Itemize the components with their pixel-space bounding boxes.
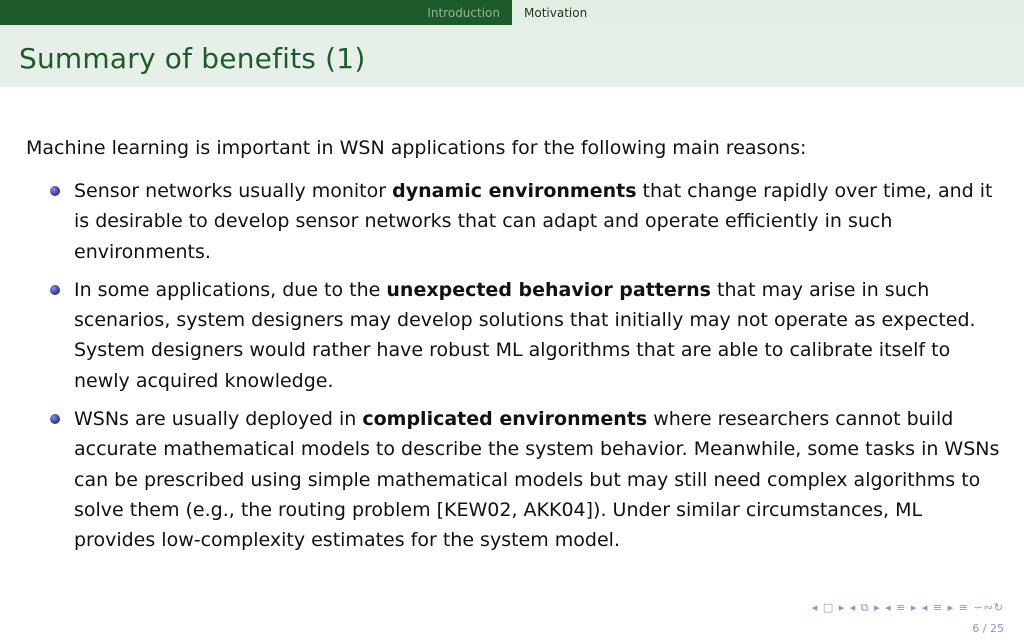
benefit-list bbox=[26, 176, 1006, 556]
beamer-navigation-symbols[interactable]: ◂ □ ▸ ◂ ⧉ ▸ ◂ ≡ ▸ ◂ ≡ ▸ ≡ ∽∾↻ bbox=[811, 601, 1004, 614]
benefit-1-emphasis: dynamic environments bbox=[392, 180, 637, 202]
nav-section-motivation[interactable]: Motivation bbox=[524, 5, 588, 20]
benefit-item-1 bbox=[26, 176, 1006, 267]
slide-content bbox=[26, 133, 1006, 564]
page-number: 6 / 25 bbox=[972, 622, 1004, 635]
benefit-3-text-after: where researchers cannot build accurate mathematical models to describe the system behavior. Meanwhile, some tasks in WSNs can be prescribed using simple mathematical models but may still need complex algorithms to solve them (e.g., the routing problem [KEW02, AKK04]). Under similar circumstances, ML provides low-complexity estimates for the system model. bbox=[74, 408, 1000, 552]
bullet-ball-icon bbox=[50, 285, 60, 295]
benefit-3-text-before: WSNs are usually deployed in bbox=[74, 408, 363, 431]
benefit-2-text-after: that may arise in such scenarios, system designers may develop solutions that initially may not operate as expected. System designers would rather have robust ML algorithms that are able to calibrate itself to newly acquired knowledge. bbox=[74, 278, 976, 392]
bullet-ball-icon bbox=[50, 414, 60, 424]
intro-text: Machine learning is important in WSN applications for the following main reasons: bbox=[26, 137, 807, 159]
benefit-item-2 bbox=[26, 275, 1006, 396]
benefit-1-text-before: Sensor networks usually monitor bbox=[74, 180, 393, 202]
frame-title-bar bbox=[0, 25, 1024, 87]
bullet-ball-icon bbox=[50, 186, 60, 196]
frame-title: Summary of benefits (1) bbox=[19, 42, 366, 75]
nav-left-band bbox=[0, 0, 512, 25]
section-navigation bbox=[0, 0, 1024, 25]
benefit-2-emphasis: unexpected behavior patterns bbox=[386, 278, 711, 301]
benefit-1-text-after: that change rapidly over time, and it is desirable to develop sensor networks that can adapt and operate efficiently in such environments. bbox=[74, 180, 993, 263]
benefit-2-text-before: In some applications, due to the bbox=[74, 278, 387, 301]
nav-right-band bbox=[512, 0, 1024, 25]
nav-section-introduction[interactable]: Introduction bbox=[427, 5, 500, 20]
benefit-item-3 bbox=[26, 404, 1006, 555]
benefit-3-emphasis: complicated environments bbox=[362, 408, 648, 431]
